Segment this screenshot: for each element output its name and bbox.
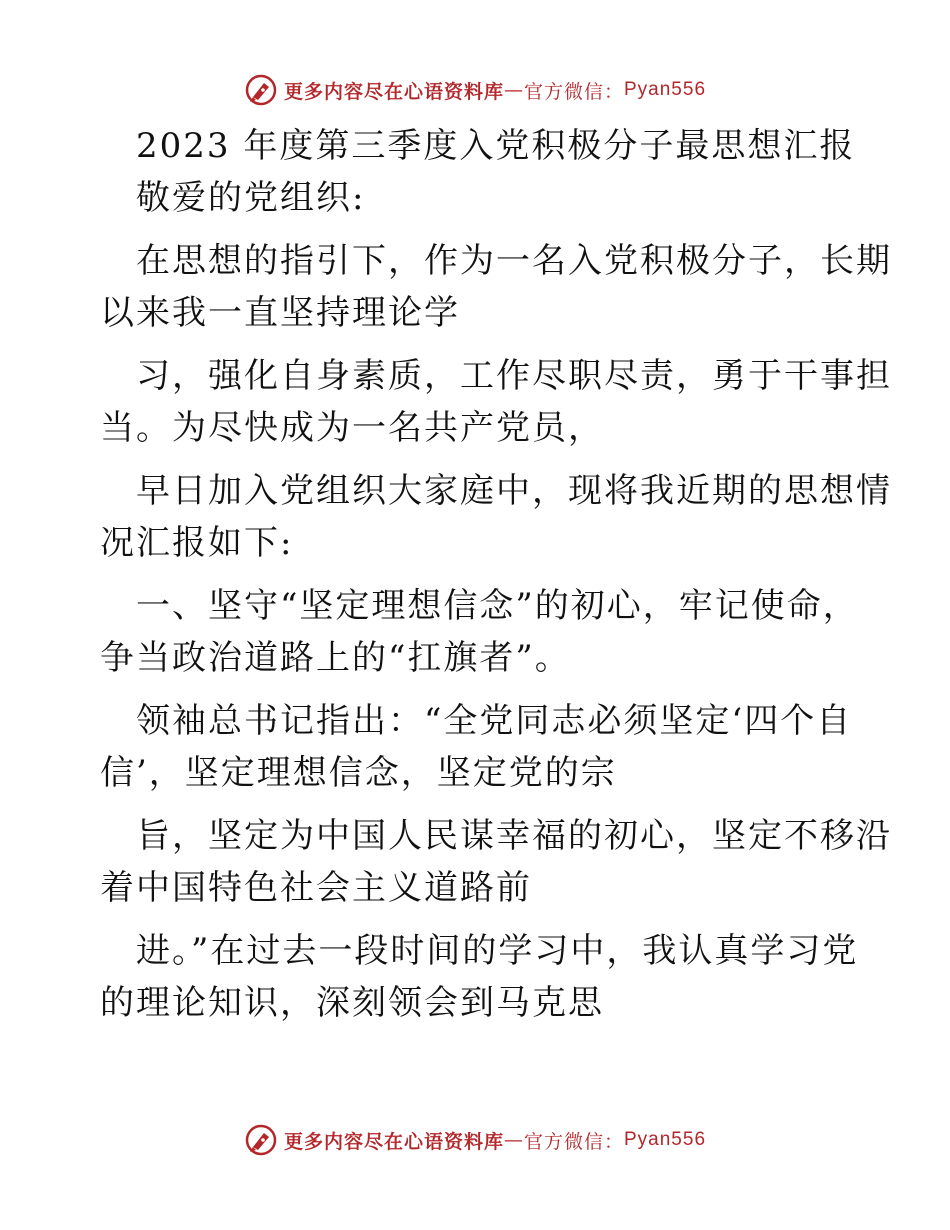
document-salutation: 敬爱的党组织: (136, 178, 366, 218)
banner-brand-text: 更多内容尽在心语资料库 (283, 1130, 504, 1153)
paragraph-line: 信’，坚定理想信念，坚定党的宗 (100, 753, 617, 793)
banner-separator: — (503, 79, 524, 101)
paragraph-line: 一、坚守“坚定理想信念”的初心，牢记使命， (136, 586, 859, 626)
paragraph-line: 领袖总书记指出：“全党同志必须坚定‘四个自 (136, 701, 853, 741)
header-banner (0, 70, 950, 110)
paragraph-line: 早日加入党组织大家庭中，现将我近期的思想情 (136, 471, 892, 511)
banner-brand-text: 更多内容尽在心语资料库 (283, 80, 504, 103)
paragraph-line: 旨，坚定为中国人民谋幸福的初心，坚定不移沿 (136, 816, 892, 856)
banner-wechat-label: 官方微信： (523, 80, 624, 103)
banner-separator: — (503, 1129, 524, 1151)
paragraph-line: 争当政治道路上的“扛旗者”。 (100, 638, 571, 678)
paragraph-line: 的理论知识，深刻领会到马克思 (100, 983, 604, 1023)
document-body (100, 120, 892, 1029)
paragraph-line: 以来我一直坚持理论学 (100, 293, 460, 333)
paragraph-line: 习，强化自身素质，工作尽职尽责，勇于干事担 (136, 356, 892, 396)
paragraph-line: 当。为尽快成为一名共产党员， (100, 408, 604, 448)
document-title: 2023 年度第三季度入党积极分子最思想汇报 (136, 126, 856, 166)
paragraph-line: 着中国特色社会主义道路前 (100, 868, 532, 908)
paragraph-line: 进。”在过去一段时间的学习中，我认真学习党 (136, 931, 859, 971)
pen-nib-circle-icon (244, 73, 278, 107)
banner-wechat-label: 官方微信： (523, 1130, 624, 1153)
paragraph-line: 在思想的指引下，作为一名入党积极分子，长期 (136, 241, 892, 281)
footer-banner (0, 1120, 950, 1160)
paragraph-line: 况汇报如下: (100, 523, 294, 563)
banner-wechat-id: Pyan556 (624, 1129, 707, 1150)
pen-nib-circle-icon (244, 1123, 278, 1157)
banner-wechat-id: Pyan556 (624, 79, 707, 100)
